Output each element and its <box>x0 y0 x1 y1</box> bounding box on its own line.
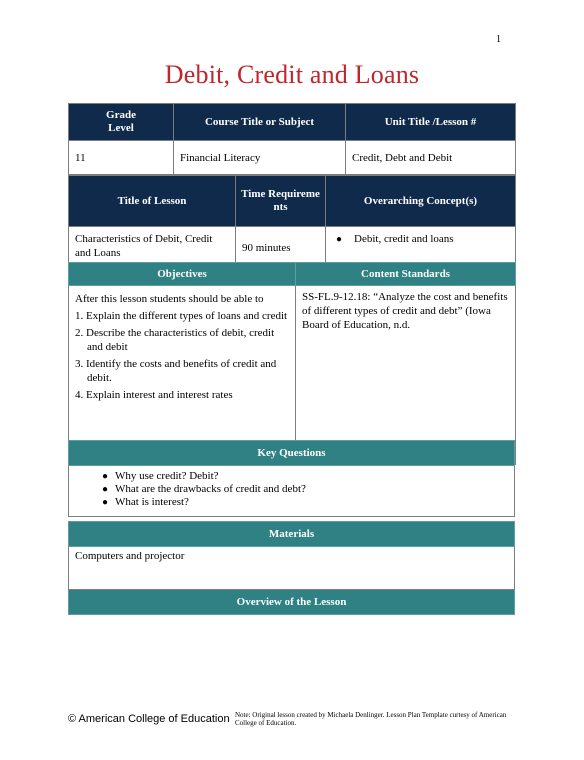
bullet-icon: ● <box>102 497 109 508</box>
objectives-list <box>75 309 289 402</box>
content-standards-cell <box>296 286 516 465</box>
lesson-title-header: Title of Lesson <box>69 176 236 227</box>
document-title: Debit, Credit and Loans <box>164 60 420 89</box>
time-requirements-value: 90 minutes <box>236 227 326 269</box>
materials-header: Materials <box>69 522 515 547</box>
unit-title-value: Credit, Debt and Debit <box>346 141 516 175</box>
time-requirements-header: Time Requirements <box>236 176 326 227</box>
objectives-intro: After this lesson students should be able to <box>75 293 264 305</box>
grade-level-header: Grade Level <box>69 104 174 141</box>
objectives-header: Objectives <box>69 263 296 286</box>
key-questions-header: Key Questions <box>69 441 515 466</box>
key-question-text: What are the drawbacks of credit and debt? <box>115 483 306 495</box>
concept-item: Debit, credit and loans <box>354 233 454 245</box>
key-question-item <box>75 483 508 496</box>
objective-item: 3. Identify the costs and benefits of credit and debit. <box>75 358 277 384</box>
key-question-item <box>75 496 508 509</box>
footer-note: Note: Original lesson created by Michaela Denlinger. Lesson Plan Template curtesy of American College of Education. <box>235 711 507 727</box>
key-questions-cell <box>69 466 515 517</box>
bullet-icon: ● <box>336 234 343 245</box>
key-questions-table <box>68 440 515 517</box>
content-standards-text: SS-FL.9-12.18: “Analyze the cost and benefits of different types of credit and debt” (Iowa Board of Education, n.d. <box>302 291 508 331</box>
materials-table <box>68 521 515 615</box>
objective-item: 1. Explain the different types of loans and credit <box>75 310 288 322</box>
lesson-info-table <box>68 175 516 269</box>
objective-item: 4. Explain interest and interest rates <box>75 389 233 401</box>
objectives-standards-table <box>68 262 516 465</box>
course-info-table <box>68 103 516 175</box>
overview-header: Overview of the Lesson <box>69 590 515 615</box>
course-title-value: Financial Literacy <box>174 141 346 175</box>
content-standards-header: Content Standards <box>296 263 516 286</box>
objectives-cell <box>69 286 296 465</box>
copyright-text: © American College of Education <box>68 713 230 725</box>
materials-value: Computers and projector <box>69 547 515 590</box>
key-question-text: What is interest? <box>115 496 189 508</box>
overarching-concepts-header: Overarching Concept(s) <box>326 176 516 227</box>
key-questions-list <box>75 470 508 509</box>
bullet-icon: ● <box>102 484 109 495</box>
objective-item: 2. Describe the characteristics of debit, credit and debit <box>75 327 275 353</box>
course-title-header: Course Title or Subject <box>174 104 346 141</box>
bullet-icon: ● <box>102 471 109 482</box>
unit-title-header: Unit Title /Lesson # <box>346 104 516 141</box>
key-question-text: Why use credit? Debit? <box>115 470 219 482</box>
page-number: 1 <box>496 34 501 45</box>
lesson-title-value: Characteristics of Debit, Credit and Loans <box>69 227 236 269</box>
grade-level-value: 11 <box>69 141 174 175</box>
key-question-item <box>75 470 508 483</box>
